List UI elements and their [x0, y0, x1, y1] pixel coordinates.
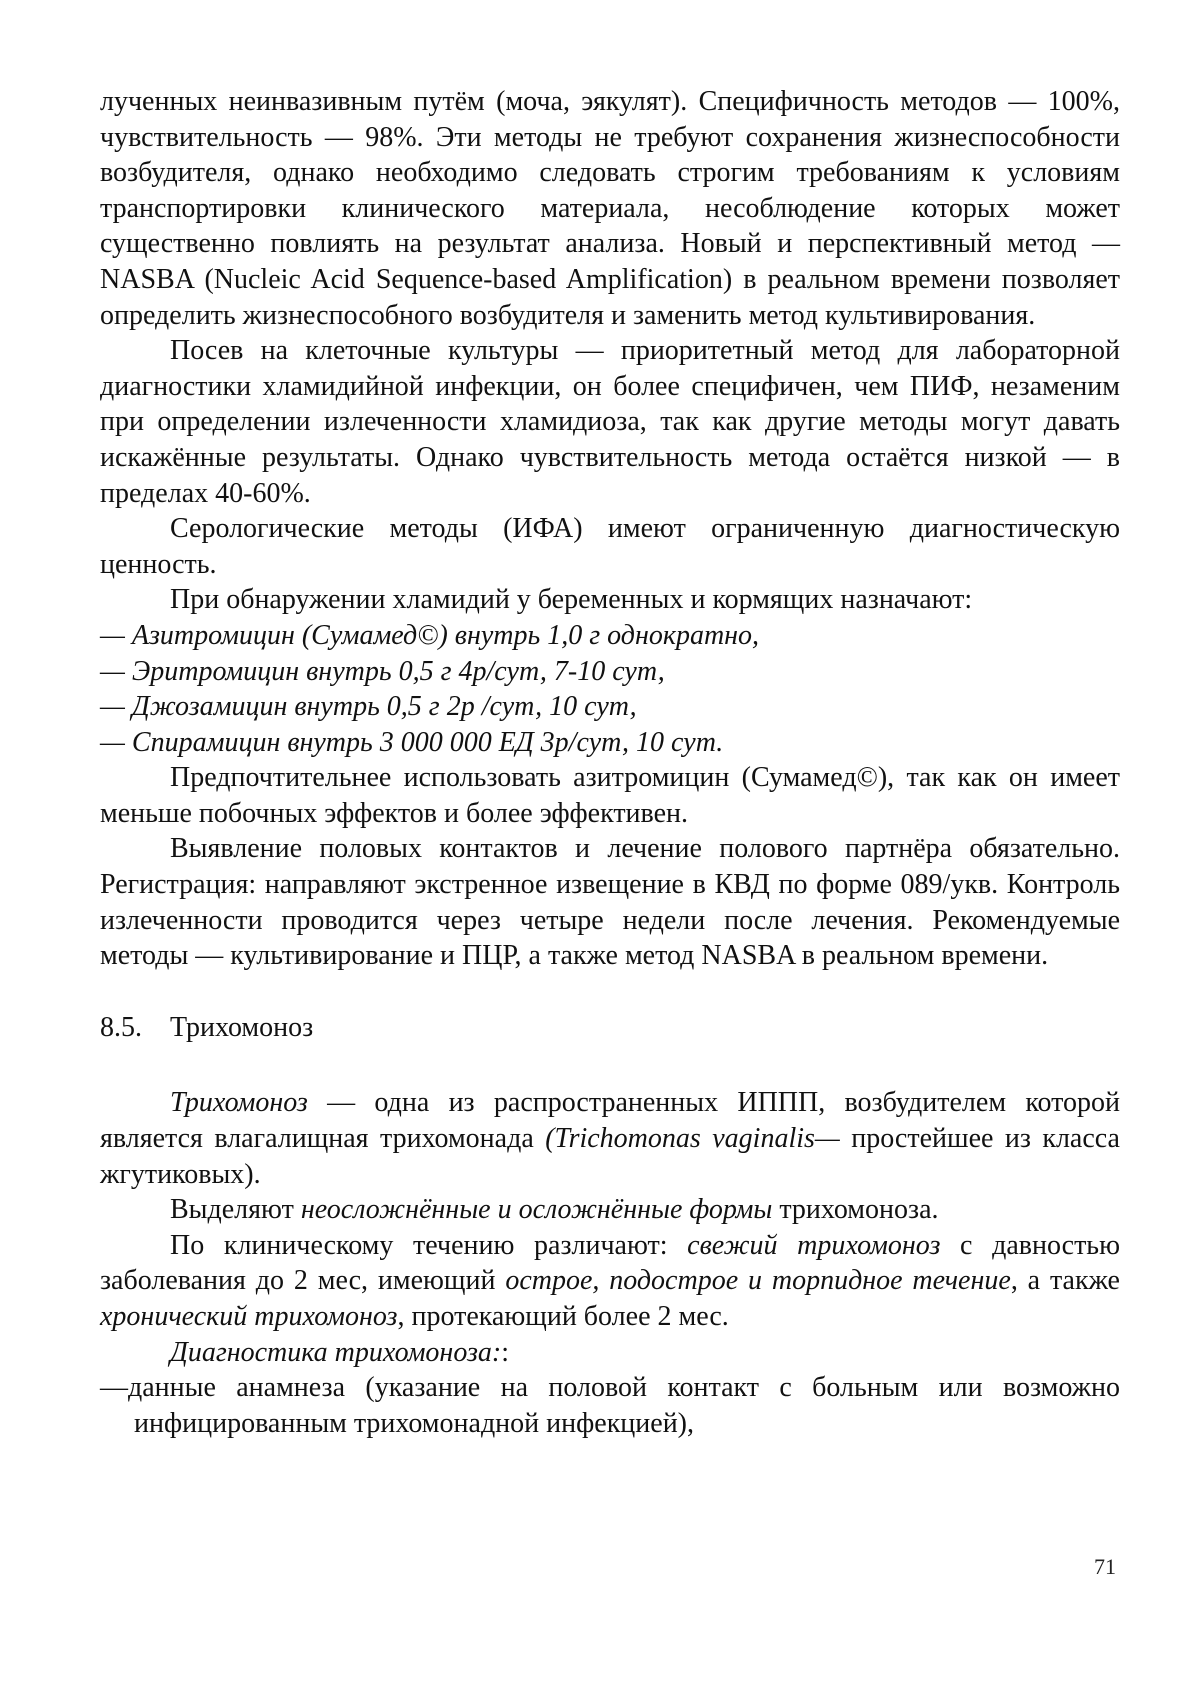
section-heading [100, 1010, 1120, 1046]
drug-item-spiramycin: — Спирамицин внутрь 3 000 000 ЕД 3р/сут, 10 сут. [100, 726, 724, 758]
paragraph-cell-culture: Посев на клеточные культуры — приоритетный метод для лабораторной диагностики хламидийной инфекции, он более специфичен, чем ПИФ, незаменим при определении излеченности хламидиоза, так как другие методы могут давать искажённые результаты. Однако чувствительность метода остаётся низкой — в пределах 40-60%. [100, 335, 1120, 509]
section-number: 8.5. [100, 1011, 142, 1043]
drug-item-erythromycin: — Эритромицин внутрь 0,5 г 4р/сут, 7-10 сут, [100, 655, 665, 687]
paragraph-nasba: лученных неинвазивным путём (моча, эякулят). Специфичность методов — 100%, чувствительность — 98%. Эти методы не требуют сохранения жизнеспособности возбудителя, однако необходимо следовать строгим требованиям к условиям транспортировки клинического материала, несоблюдение которых может существенно повлиять на результат анализа. Новый и перспективный метод — NASBA (Nucleic Acid Sequence-based Amplification) в реальном времени позволяет определить жизнеспособного возбудителя и заменить метод культивирования. [100, 86, 1120, 331]
paragraph-preference: Предпочтительнее использовать азитромицин (Сумамед©), так как он имеет меньше побочных эффектов и более эффективен. [100, 762, 1120, 829]
page-body [100, 84, 1120, 1441]
drug-item-azithromycin: — Азитромицин (Сумамед©) внутрь 1,0 г однократно, [100, 619, 760, 651]
paragraph-trich-course: По клиническому течению различают: свежий трихомоноз с давностью заболевания до 2 мес, имеющий острое, подострое и торпидное течение, а также хронический трихомоноз, протекающий более 2 мес. [100, 1229, 1120, 1332]
paragraph-trich-forms: Выделяют неосложнённые и осложнённые формы трихомоноза. [170, 1194, 939, 1226]
paragraph-serology: Серологические методы (ИФА) имеют ограниченную диагностическую ценность. [100, 513, 1120, 580]
paragraph-trich-definition: Трихомоноз — одна из распространенных ИППП, возбудителем которой является влагалищная трихомонада (Trichomonas vaginalis— простейшее из класса жгутиковых). [100, 1087, 1120, 1190]
page-number: 71 [1094, 1554, 1116, 1579]
section-title: Трихомоноз [170, 1011, 314, 1043]
list-item-anamnesis: —данные анамнеза (указание на половой контакт с больным или возможно инфицированным трихомонадной инфекцией), [100, 1372, 1120, 1439]
drug-item-josamycin: — Джозамицин внутрь 0,5 г 2р /сут, 10 сут, [100, 691, 637, 723]
paragraph-partners: Выявление половых контактов и лечение полового партнёра обязательно. Регистрация: направляют экстренное извещение в КВД по форме 089/укв. Контроль излеченности проводится через четыре недели после лечения. Рекомендуемые методы — культивирование и ПЦР, а также метод NASBA в реальном времени. [100, 833, 1120, 972]
paragraph-trich-diagnostics: Диагностика трихомоноза:: [170, 1336, 509, 1368]
paragraph-treatment-intro: При обнаружении хламидий у беременных и кормящих назначают: [170, 584, 973, 616]
